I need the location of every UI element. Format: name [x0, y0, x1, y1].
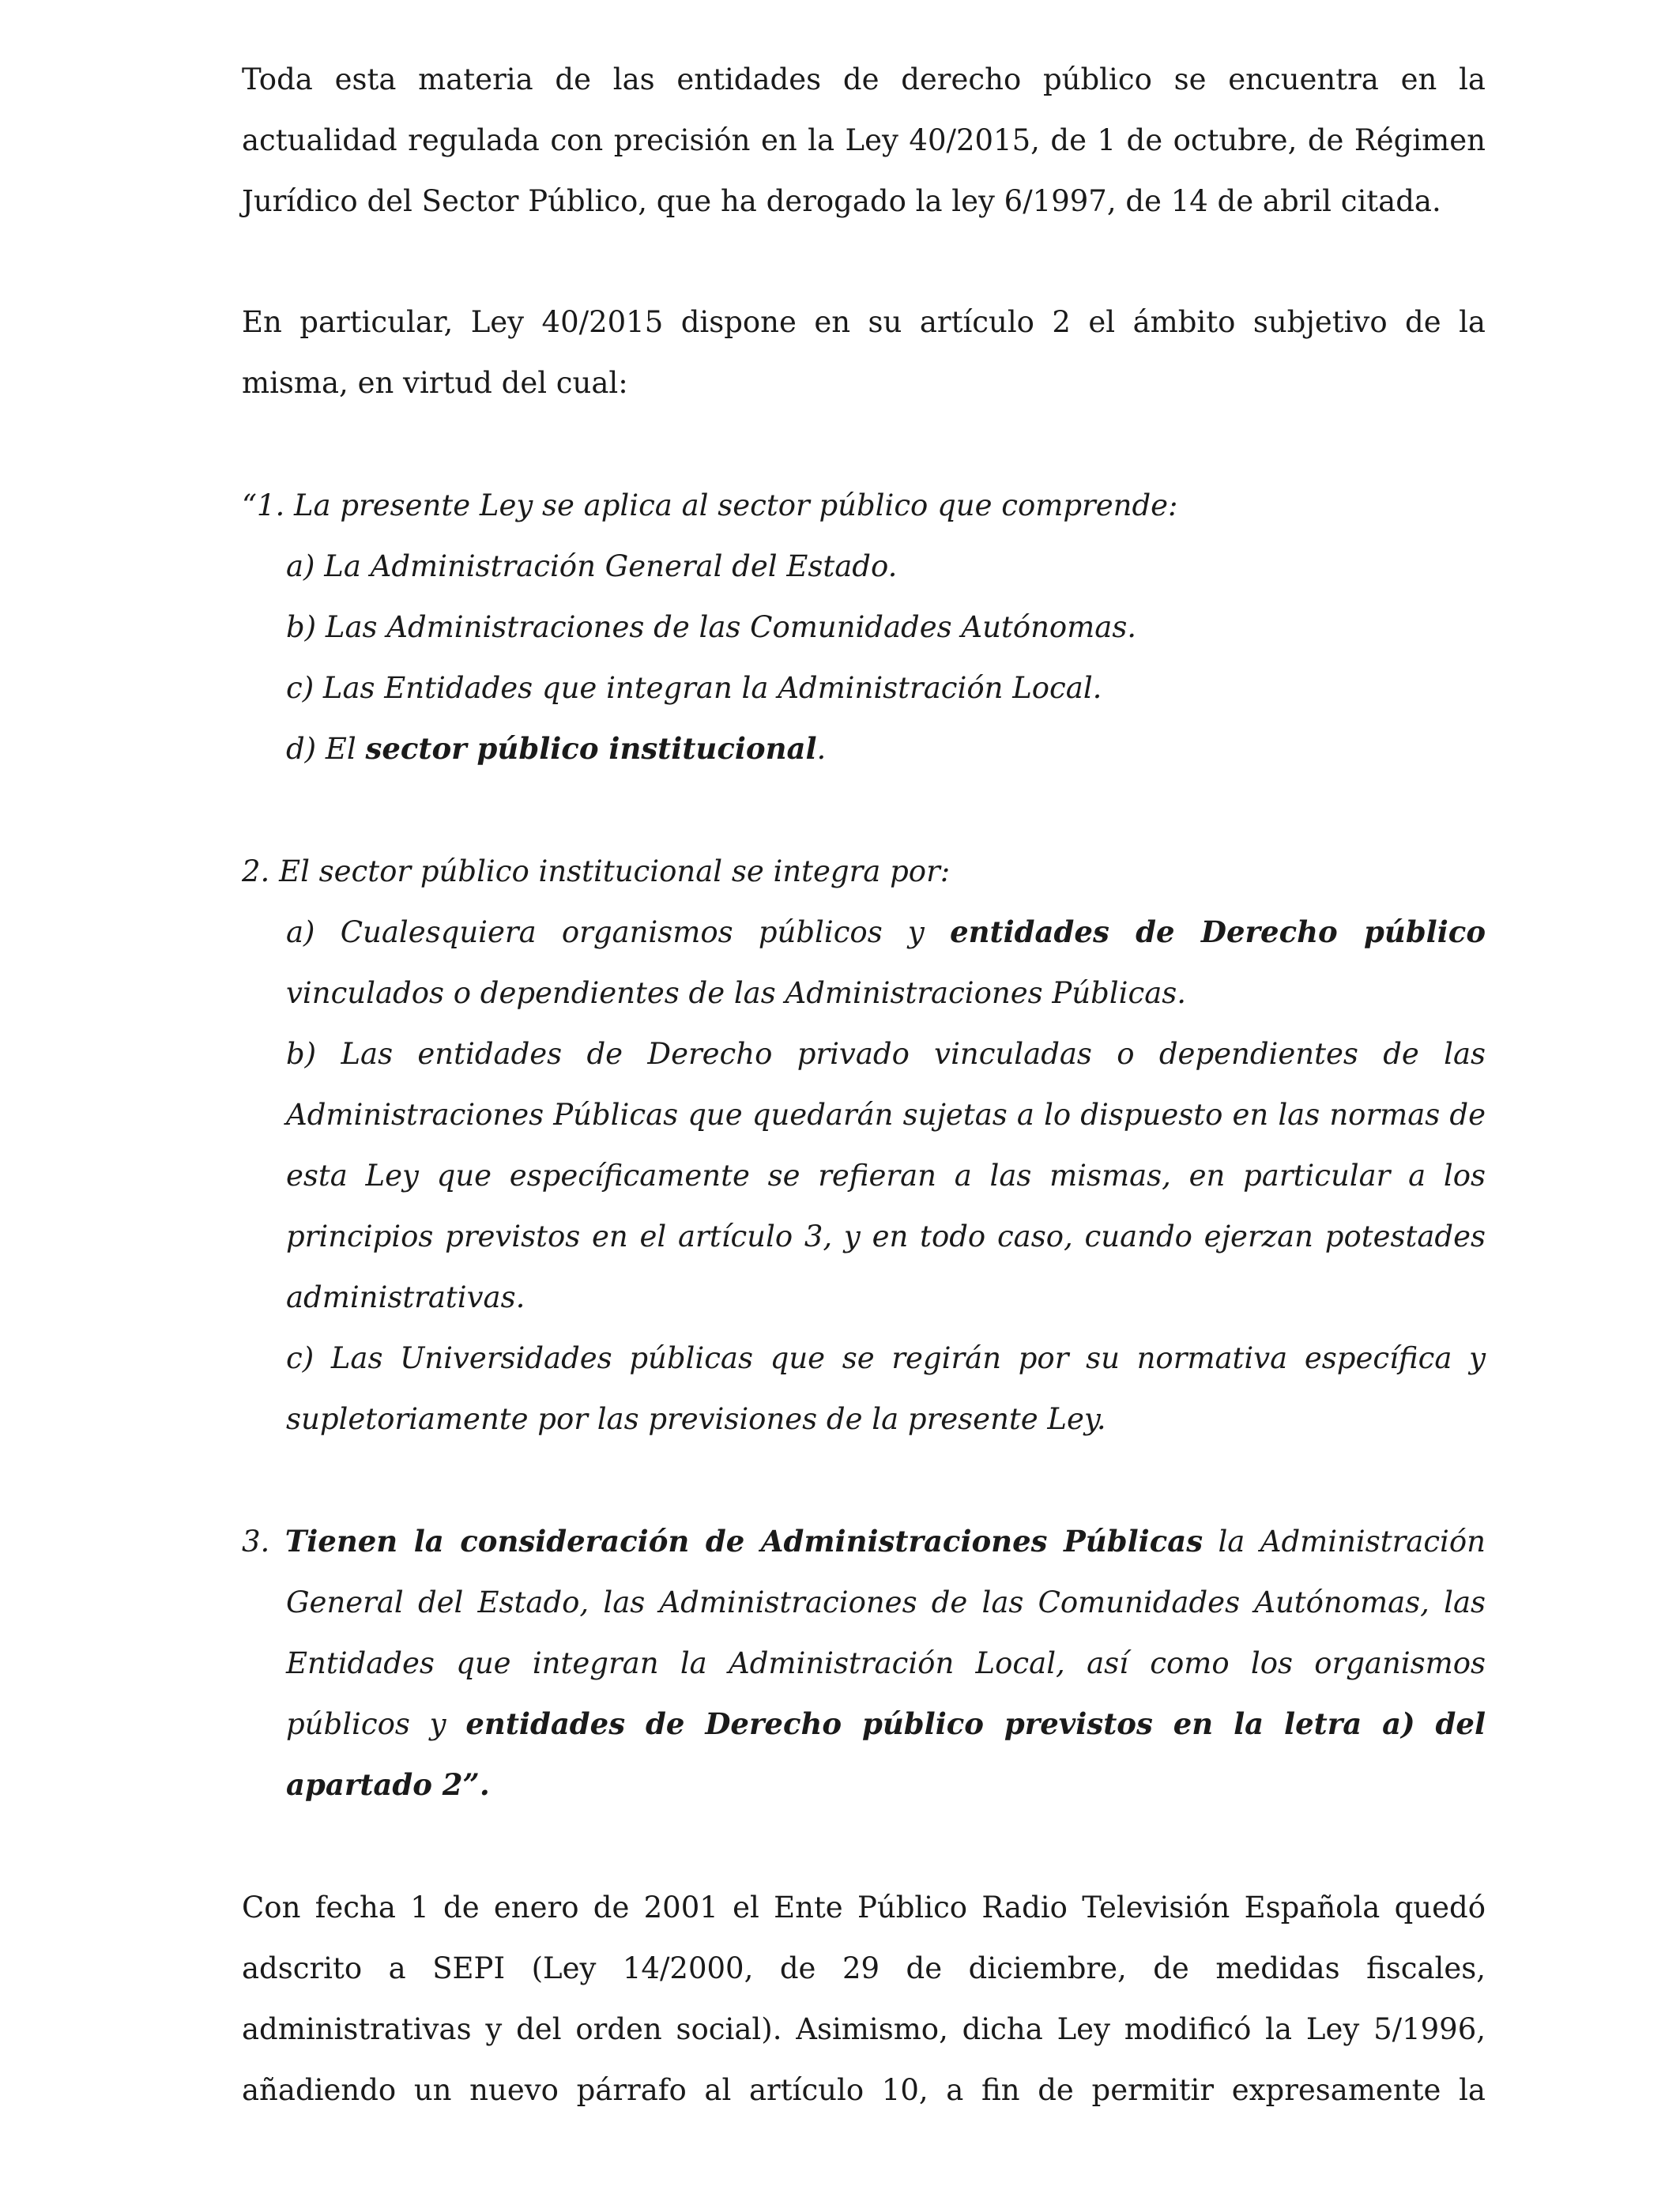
legal-quote [242, 475, 1486, 1815]
quote-item-2a [242, 902, 1486, 1023]
quote-item-2a-suffix: vinculados o dependientes de las Administraciones Públicas. [286, 976, 1186, 1010]
paragraph-article-2: En particular, Ley 40/2015 dispone en su artículo 2 el ámbito subjetivo de la misma, en virtud del cual: [242, 305, 1486, 400]
quote-item-1d-prefix: d) El [286, 732, 366, 766]
quote-item-2a-prefix: a) Cualesquiera organismos públicos y [286, 915, 951, 949]
paragraph-intro: Toda esta materia de las entidades de derecho público se encuentra en la actualidad regulada con precisión en la Ley 40/2015, de 1 de octubre, de Régimen Jurídico del Sector Público, que ha derogado la ley 6/1997, de 14 de abril citada. [242, 62, 1486, 218]
quote-item-3-prefix: 3. [242, 1525, 285, 1559]
quote-item-1b: b) Las Administraciones de las Comunidades Autónomas. [286, 610, 1137, 644]
quote-item-1d-bold: sector público institucional [365, 731, 817, 766]
quote-item-2-heading: 2. El sector público institucional se integra por: [242, 854, 951, 888]
quote-item-3-bold-2: entidades de Derecho público previstos en la letra a) del apartado 2”. [286, 1706, 1486, 1802]
quote-item-1a: a) La Administración General del Estado. [286, 549, 898, 583]
quote-item-1-heading: “1. La presente Ley se aplica al sector público que comprende: [242, 488, 1178, 522]
quote-item-2c: c) Las Universidades públicas que se regirán por su normativa específica y supletoriamente por las previsiones de la presente Ley. [286, 1341, 1486, 1436]
quote-item-1d [242, 718, 1486, 779]
quote-item-2a-bold: entidades de Derecho público [950, 914, 1486, 949]
paragraph-rtve: Con fecha 1 de enero de 2001 el Ente Público Radio Televisión Española quedó adscrito a SEPI (Ley 14/2000, de 29 de diciembre, de medidas fiscales, administrativas y del orden social). Asimismo, dicha Ley modificó la Ley 5/1996, añadiendo un nuevo párrafo al artículo 10, a fin de permitir expresamente la [242, 1891, 1486, 2107]
document-page [242, 49, 1486, 2120]
quote-item-1d-suffix: . [816, 732, 827, 766]
quote-item-1c: c) Las Entidades que integran la Administración Local. [286, 671, 1102, 705]
quote-item-3-bold-1: Tienen la consideración de Administraciones Públicas [284, 1524, 1203, 1559]
spacer [242, 1815, 1486, 1877]
spacer [242, 232, 1486, 292]
spacer [242, 413, 1486, 475]
quote-item-3 [242, 1511, 1486, 1815]
spacer [242, 779, 1486, 841]
quote-item-3-mid: la Administración General del Estado, las Administraciones de las Comunidades Autónomas, las Entidades que integran la Administración Local, así como los organismos públicos y [286, 1525, 1486, 1741]
spacer [242, 1449, 1486, 1511]
quote-item-2b: b) Las entidades de Derecho privado vinculadas o dependientes de las Administraciones Públicas que quedarán sujetas a lo dispuesto en las normas de esta Ley que específicamente se refieran a las mismas, en particular a los principios previstos en el artículo 3, y en todo caso, cuando ejerzan potestades administrativas. [286, 1037, 1486, 1314]
